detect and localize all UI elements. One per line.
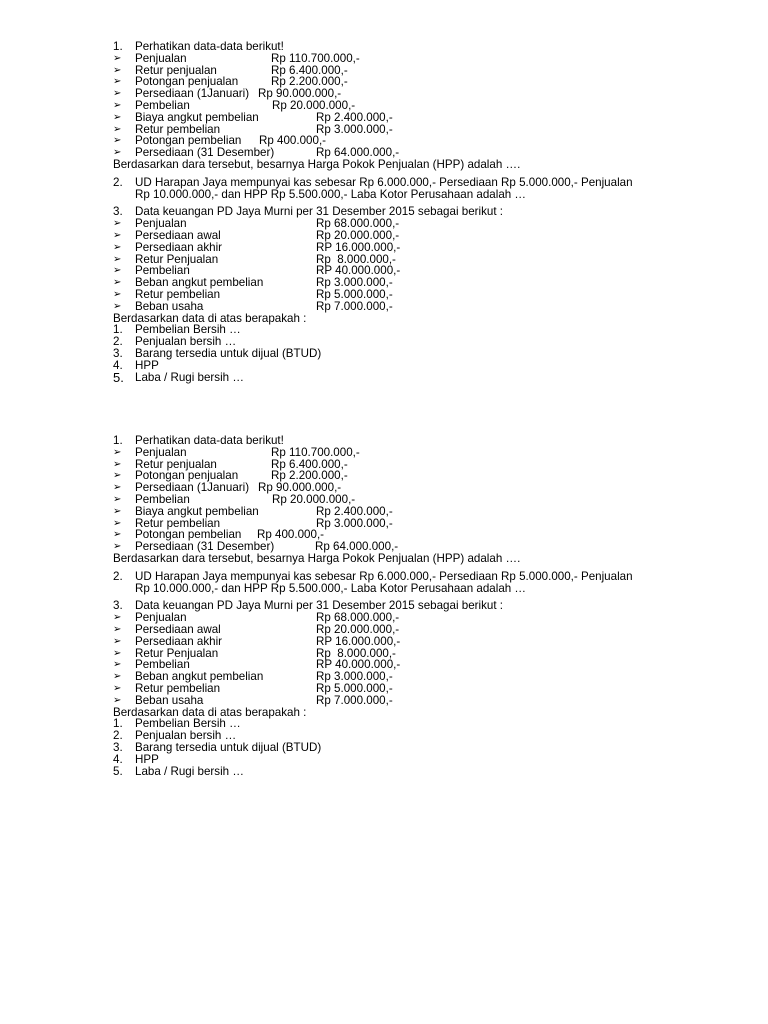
arrow-bullet-icon: ➢ bbox=[113, 446, 122, 458]
list-item: ➢ Penjualan Rp 110.700.000,- bbox=[113, 51, 360, 65]
amount: Rp 20.000.000,- bbox=[316, 622, 400, 636]
list-item: ➢ Retur Penjualan Rp 8.000.000,- bbox=[113, 252, 396, 266]
list-item: ➢ Retur Penjualan Rp 8.000.000,- bbox=[113, 646, 396, 660]
list-item: ➢ Penjualan Rp 68.000.000,- bbox=[113, 217, 400, 231]
question-number: 3. bbox=[113, 599, 123, 613]
question-3-title: 3. Data keuangan PD Jaya Murni per 31 Desember 2015 sebagai berikut : bbox=[113, 599, 503, 613]
arrow-bullet-icon: ➢ bbox=[113, 517, 122, 529]
arrow-bullet-icon: ➢ bbox=[113, 482, 122, 494]
arrow-bullet-icon: ➢ bbox=[113, 288, 122, 300]
arrow-bullet-icon: ➢ bbox=[113, 529, 122, 541]
list-item: ➢ Persediaan awal Rp 20.000.000,- bbox=[113, 228, 400, 242]
sub-question: 5. Laba / Rugi bersih … bbox=[113, 764, 244, 778]
list-item: ➢ Potongan penjualan Rp 2.200.000,- bbox=[113, 469, 348, 483]
arrow-bullet-icon: ➢ bbox=[113, 111, 122, 123]
list-item: ➢ Potongan penjualan Rp 2.200.000,- bbox=[113, 75, 348, 89]
sub-question: 4. HPP bbox=[113, 358, 159, 372]
question-number: 3. bbox=[113, 205, 123, 219]
arrow-bullet-icon: ➢ bbox=[113, 265, 122, 277]
amount: Rp 20.000.000,- bbox=[316, 228, 400, 242]
list-item: ➢ Retur penjualan Rp 6.400.000,- bbox=[113, 63, 348, 77]
question-2: 2. UD Harapan Jaya mempunyai kas sebesar Rp 6.000.000,- Persediaan Rp 5.000.000,- Penjualan bbox=[113, 175, 633, 189]
worksheet-block-1 bbox=[113, 41, 713, 383]
list-item: ➢ Persediaan awal Rp 20.000.000,- bbox=[113, 622, 400, 636]
list-item: ➢ Persediaan (1Januari) Rp 90.000.000,- bbox=[113, 481, 342, 495]
arrow-bullet-icon: ➢ bbox=[113, 64, 122, 76]
amount: Rp 3.000.000,- bbox=[316, 516, 393, 530]
arrow-bullet-icon: ➢ bbox=[113, 682, 122, 694]
arrow-bullet-icon: ➢ bbox=[113, 635, 122, 647]
arrow-bullet-icon: ➢ bbox=[113, 76, 122, 88]
question-1-prompt: Berdasarkan dara tersebut, besarnya Harga Pokok Penjualan (HPP) adalah …. bbox=[113, 157, 521, 171]
list-item: ➢ Retur penjualan Rp 6.400.000,- bbox=[113, 457, 348, 471]
arrow-bullet-icon: ➢ bbox=[113, 88, 122, 100]
question-number: 1. bbox=[113, 40, 123, 53]
list-item: ➢ Pembelian Rp 20.000.000,- bbox=[113, 492, 356, 506]
list-item: ➢ Penjualan Rp 110.700.000,- bbox=[113, 445, 360, 459]
arrow-bullet-icon: ➢ bbox=[113, 694, 122, 706]
arrow-bullet-icon: ➢ bbox=[113, 99, 122, 111]
list-item: ➢ Penjualan Rp 68.000.000,- bbox=[113, 611, 400, 625]
list-item: ➢ Retur pembelian Rp 5.000.000,- bbox=[113, 681, 393, 695]
amount: Rp 5.000.000,- bbox=[316, 681, 393, 695]
amount: Rp 90.000.000,- bbox=[258, 87, 342, 101]
arrow-bullet-icon: ➢ bbox=[113, 612, 122, 624]
list-item: ➢ Pembelian RP 40.000.000,- bbox=[113, 658, 401, 672]
amount: Rp 2.200.000,- bbox=[271, 469, 348, 483]
list-item: ➢ Persediaan (31 Desember) Rp 64.000.000,- bbox=[113, 540, 399, 554]
sub-question: 3. Barang tersedia untuk dijual (BTUD) bbox=[113, 346, 322, 360]
list-item: ➢ Pembelian RP 40.000.000,- bbox=[113, 264, 401, 278]
question-2-continued: Rp 10.000.000,- dan HPP Rp 5.500.000,- Laba Kotor Perusahaan adalah … bbox=[135, 187, 527, 201]
arrow-bullet-icon: ➢ bbox=[113, 52, 122, 64]
question-3-title: 3. Data keuangan PD Jaya Murni per 31 Desember 2015 sebagai berikut : bbox=[113, 205, 503, 219]
amount: Rp 2.400.000,- bbox=[316, 110, 393, 124]
question-1-prompt: Berdasarkan dara tersebut, besarnya Harga Pokok Penjualan (HPP) adalah …. bbox=[113, 551, 521, 565]
list-item: ➢ Biaya angkut pembelian Rp 2.400.000,- bbox=[113, 504, 393, 518]
arrow-bullet-icon: ➢ bbox=[113, 470, 122, 482]
question-1-title: 1. Perhatikan data-data berikut! bbox=[113, 40, 284, 53]
question-2: 2. UD Harapan Jaya mempunyai kas sebesar Rp 6.000.000,- Persediaan Rp 5.000.000,- Penjualan bbox=[113, 569, 633, 583]
sub-question: 1. Pembelian Bersih … bbox=[113, 717, 241, 731]
amount: Rp 2.200.000,- bbox=[271, 75, 348, 89]
amount: RP 16.000.000,- bbox=[316, 240, 401, 254]
amount: Rp 6.400.000,- bbox=[271, 457, 348, 471]
arrow-bullet-icon: ➢ bbox=[113, 277, 122, 289]
amount: Rp 6.400.000,- bbox=[271, 63, 348, 77]
amount: Rp 3.000.000,- bbox=[316, 670, 393, 684]
arrow-bullet-icon: ➢ bbox=[113, 253, 122, 265]
question-3-intro: Berdasarkan data di atas berapakah : bbox=[113, 705, 307, 719]
list-item: ➢ Beban usaha Rp 7.000.000,- bbox=[113, 693, 393, 707]
sub-question: 2. Penjualan bersih … bbox=[113, 335, 237, 349]
arrow-bullet-icon: ➢ bbox=[113, 229, 122, 241]
arrow-bullet-icon: ➢ bbox=[113, 659, 122, 671]
amount: Rp 3.000.000,- bbox=[316, 276, 393, 290]
question-number: 1. bbox=[113, 434, 123, 447]
arrow-bullet-icon: ➢ bbox=[113, 505, 122, 517]
sub-question: 4. HPP bbox=[113, 752, 159, 766]
amount: Rp 7.000.000,- bbox=[316, 693, 393, 707]
arrow-bullet-icon: ➢ bbox=[113, 135, 122, 147]
list-item: ➢ Beban angkut pembelian Rp 3.000.000,- bbox=[113, 276, 393, 290]
list-item: ➢ Retur pembelian Rp 3.000.000,- bbox=[113, 122, 393, 136]
sub-question: 1. Pembelian Bersih … bbox=[113, 323, 241, 337]
list-item: ➢ Beban angkut pembelian Rp 3.000.000,- bbox=[113, 670, 393, 684]
list-item: ➢ Pembelian Rp 20.000.000,- bbox=[113, 98, 356, 112]
amount: Rp 68.000.000,- bbox=[316, 217, 400, 231]
amount: Rp 20.000.000,- bbox=[272, 492, 356, 506]
question-2-continued: Rp 10.000.000,- dan HPP Rp 5.500.000,- Laba Kotor Perusahaan adalah … bbox=[135, 581, 527, 595]
sub-question: 3. Barang tersedia untuk dijual (BTUD) bbox=[113, 740, 322, 754]
arrow-bullet-icon: ➢ bbox=[113, 647, 122, 659]
amount: Rp 3.000.000,- bbox=[316, 122, 393, 136]
worksheet-block-2 bbox=[113, 435, 713, 777]
amount: RP 16.000.000,- bbox=[316, 634, 401, 648]
question-number: 2. bbox=[113, 175, 123, 189]
list-item: ➢ Retur pembelian Rp 3.000.000,- bbox=[113, 516, 393, 530]
amount: Rp 2.400.000,- bbox=[316, 504, 393, 518]
arrow-bullet-icon: ➢ bbox=[113, 671, 122, 683]
amount: Rp 5.000.000,- bbox=[316, 287, 393, 301]
amount: Rp 8.000.000,- bbox=[316, 646, 396, 660]
amount: Rp 110.700.000,- bbox=[271, 51, 360, 65]
amount: Rp 110.700.000,- bbox=[271, 445, 360, 459]
list-item: ➢ Beban usaha Rp 7.000.000,- bbox=[113, 299, 393, 313]
amount: Rp 400.000,- bbox=[259, 134, 327, 148]
arrow-bullet-icon: ➢ bbox=[113, 241, 122, 253]
amount: Rp 68.000.000,- bbox=[316, 611, 400, 625]
amount: Rp 64.000.000,- bbox=[315, 540, 399, 554]
arrow-bullet-icon: ➢ bbox=[113, 458, 122, 470]
list-item: ➢ Persediaan (31 Desember) Rp 64.000.000,- bbox=[113, 146, 400, 160]
amount: Rp 90.000.000,- bbox=[258, 481, 342, 495]
arrow-bullet-icon: ➢ bbox=[113, 623, 122, 635]
list-item: ➢ Biaya angkut pembelian Rp 2.400.000,- bbox=[113, 110, 393, 124]
amount: Rp 8.000.000,- bbox=[316, 252, 396, 266]
amount: Rp 20.000.000,- bbox=[272, 98, 356, 112]
question-1-title: 1. Perhatikan data-data berikut! bbox=[113, 434, 284, 447]
question-number: 2. bbox=[113, 569, 123, 583]
arrow-bullet-icon: ➢ bbox=[113, 300, 122, 312]
amount: Rp 64.000.000,- bbox=[316, 146, 400, 160]
sub-question: 2. Penjualan bersih … bbox=[113, 729, 237, 743]
list-item: ➢ Persediaan (1Januari) Rp 90.000.000,- bbox=[113, 87, 342, 101]
amount: Rp 7.000.000,- bbox=[316, 299, 393, 313]
list-item: ➢ Persediaan akhir RP 16.000.000,- bbox=[113, 240, 401, 254]
amount: Rp 400.000,- bbox=[257, 528, 325, 542]
sub-question: 5. Laba / Rugi bersih … bbox=[113, 369, 244, 385]
list-item: ➢ Persediaan akhir RP 16.000.000,- bbox=[113, 634, 401, 648]
list-item: ➢ Potongan pembelian Rp 400.000,- bbox=[113, 134, 327, 148]
arrow-bullet-icon: ➢ bbox=[113, 218, 122, 230]
list-item: ➢ Retur pembelian Rp 5.000.000,- bbox=[113, 287, 393, 301]
amount: RP 40.000.000,- bbox=[316, 264, 401, 278]
arrow-bullet-icon: ➢ bbox=[113, 541, 122, 553]
amount: RP 40.000.000,- bbox=[316, 658, 401, 672]
question-3-intro: Berdasarkan data di atas berapakah : bbox=[113, 311, 307, 325]
arrow-bullet-icon: ➢ bbox=[113, 147, 122, 159]
list-item: ➢ Potongan pembelian Rp 400.000,- bbox=[113, 528, 325, 542]
arrow-bullet-icon: ➢ bbox=[113, 123, 122, 135]
arrow-bullet-icon: ➢ bbox=[113, 493, 122, 505]
